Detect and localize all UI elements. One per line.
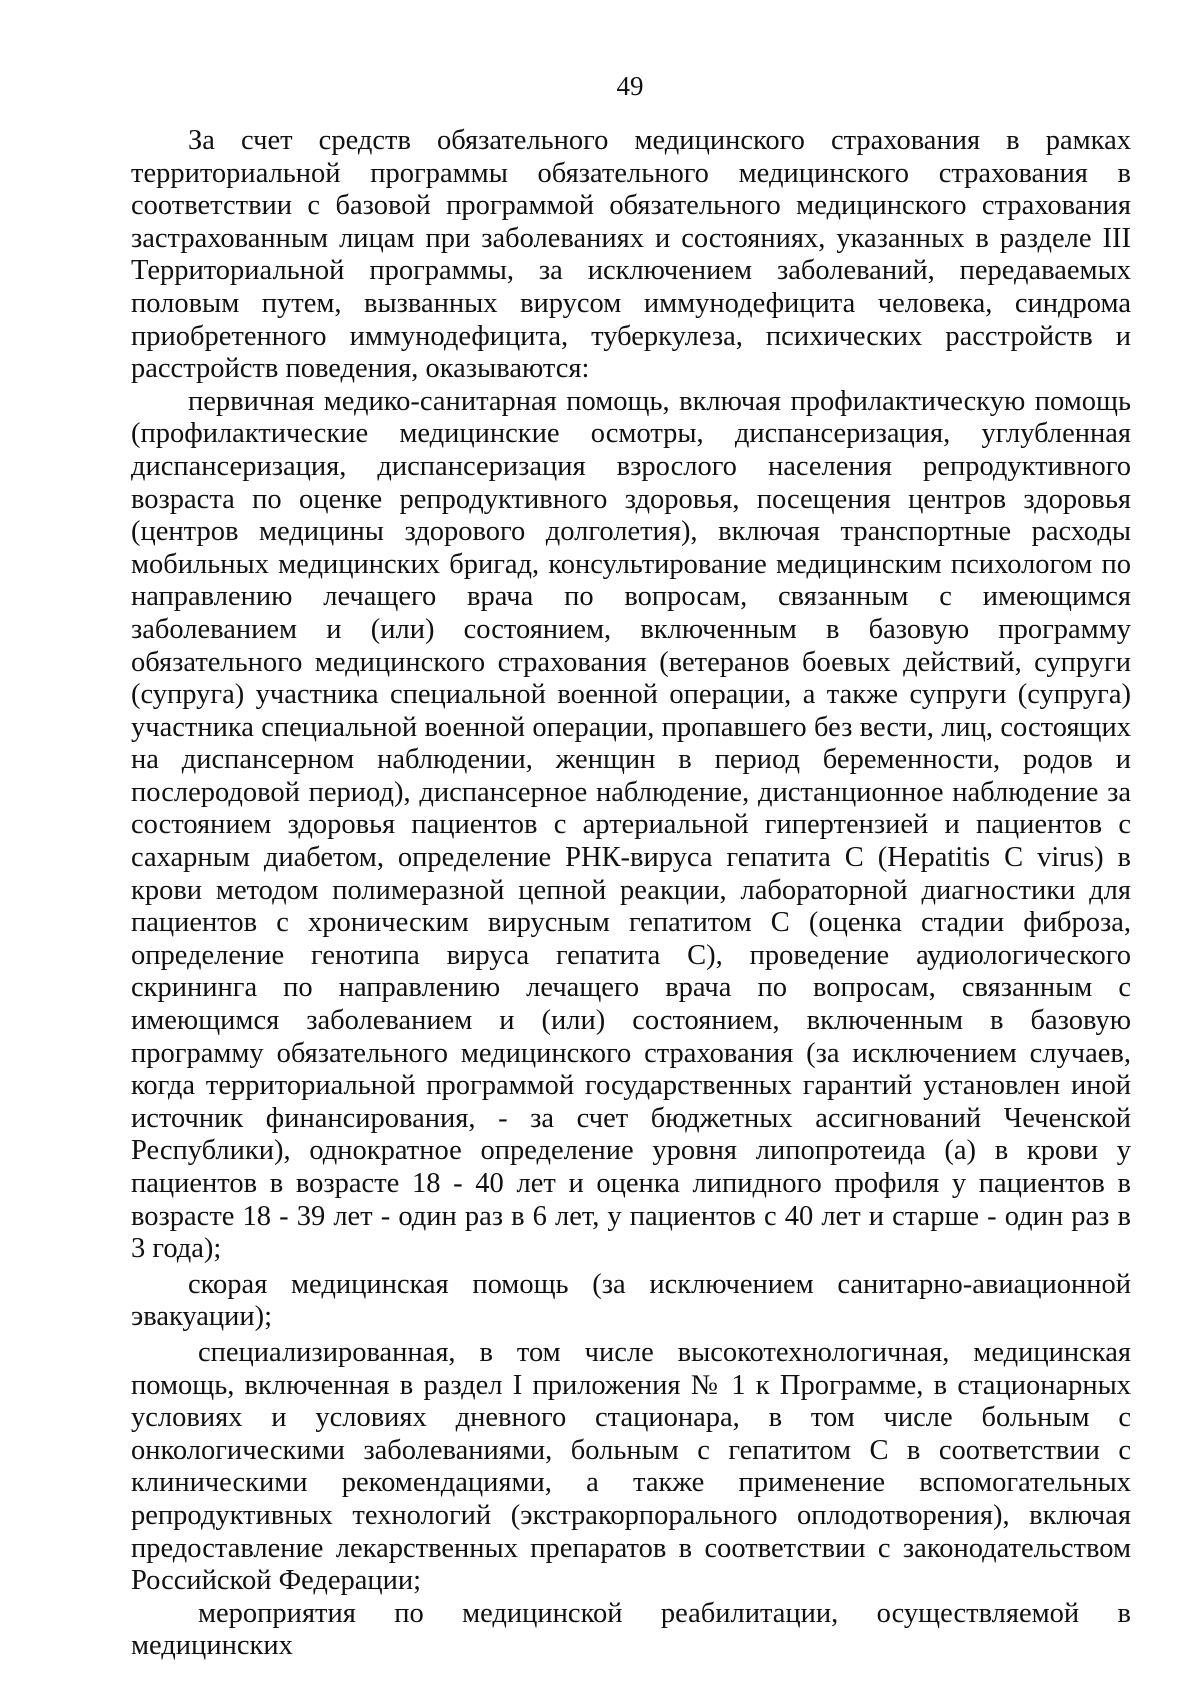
page-number: 49 [616, 71, 644, 101]
paragraph-emergency-care: скорая медицинская помощь (за исключением санитарно-авиационной эвакуации); [131, 1268, 1131, 1333]
paragraph-primary-care: первичная медико-санитарная помощь, включая профилактическую помощь (профилактические медицинские осмотры, диспансеризация, углубленная диспансеризация, диспансеризация взрослого населения репродуктивного возраста по оценке репродуктивного здоровья, посещения центров здоровья (центров медицины здорового долголетия), включая транспортные расходы мобильных медицинских бригад, консультирование медицинским психологом по направлению лечащего врача по вопросам, связанным с имеющимся заболеванием и (или) состоянием, включенным в базовую программу обязательного медицинского страхования (ветеранов боевых действий, супруги (супруга) участника специальной военной операции, а также супруги (супруга) участника специальной военной операции, пропавшего без вести, лиц, состоящих на диспансерном наблюдении, женщин в период беременности, родов и послеродовой период), диспансерное наблюдение, дистанционное наблюдение за состоянием здоровья пациентов с артериальной гипертензией и пациентов с сахарным диабетом, определение РНК-вируса гепатита С (Hepatitis C virus) в крови методом полимеразной цепной реакции, лабораторной диагностики для пациентов с хроническим вирусным гепатитом С (оценка стадии фиброза, определение генотипа вируса гепатита С), проведение аудиологического скрининга по направлению лечащего врача по вопросам, связанным с имеющимся заболеванием и (или) состоянием, включенным в базовую программу обязательного медицинского страхования (за исключением случаев, когда территориальной программой государственных гарантий установлен иной источник финансирования, - за счет бюджетных ассигнований Чеченской Республики), однократное определение уровня липопротеида (а) в крови у пациентов в возрасте 18 - 40 лет и оценка липидного профиля у пациентов в возрасте 18 - 39 лет - один раз в 6 лет, у пациентов с 40 лет и старше - один раз в 3 года); [131, 385, 1131, 1265]
paragraph-specialized-care: специализированная, в том числе высокотехнологичная, медицинская помощь, включенная в раздел I приложения № 1 к Программе, в стационарных условиях и условиях дневного стационара, в том числе больным с онкологическими заболеваниями, больным с гепатитом С в соответствии с клиническими рекомендациями, а также применение вспомогательных репродуктивных технологий (экстракорпорального оплодотворения), включая предоставление лекарственных препаратов в соответствии с законодательством Российской Федерации; [131, 1336, 1131, 1597]
paragraph-intro: За счет средств обязательного медицинского страхования в рамках территориальной программы обязательного медицинского страхования в соответствии с базовой программой обязательного медицинского страхования застрахованным лицам при заболеваниях и состояниях, указанных в разделе III Территориальной программы, за исключением заболеваний, передаваемых половым путем, вызванных вирусом иммунодефицита человека, синдрома приобретенного иммунодефицита, туберкулеза, психических расстройств и расстройств поведения, оказываются: [131, 125, 1131, 385]
document-body [131, 125, 1131, 1663]
paragraph-rehabilitation: мероприятия по медицинской реабилитации, осуществляемой в медицинских [131, 1597, 1131, 1662]
